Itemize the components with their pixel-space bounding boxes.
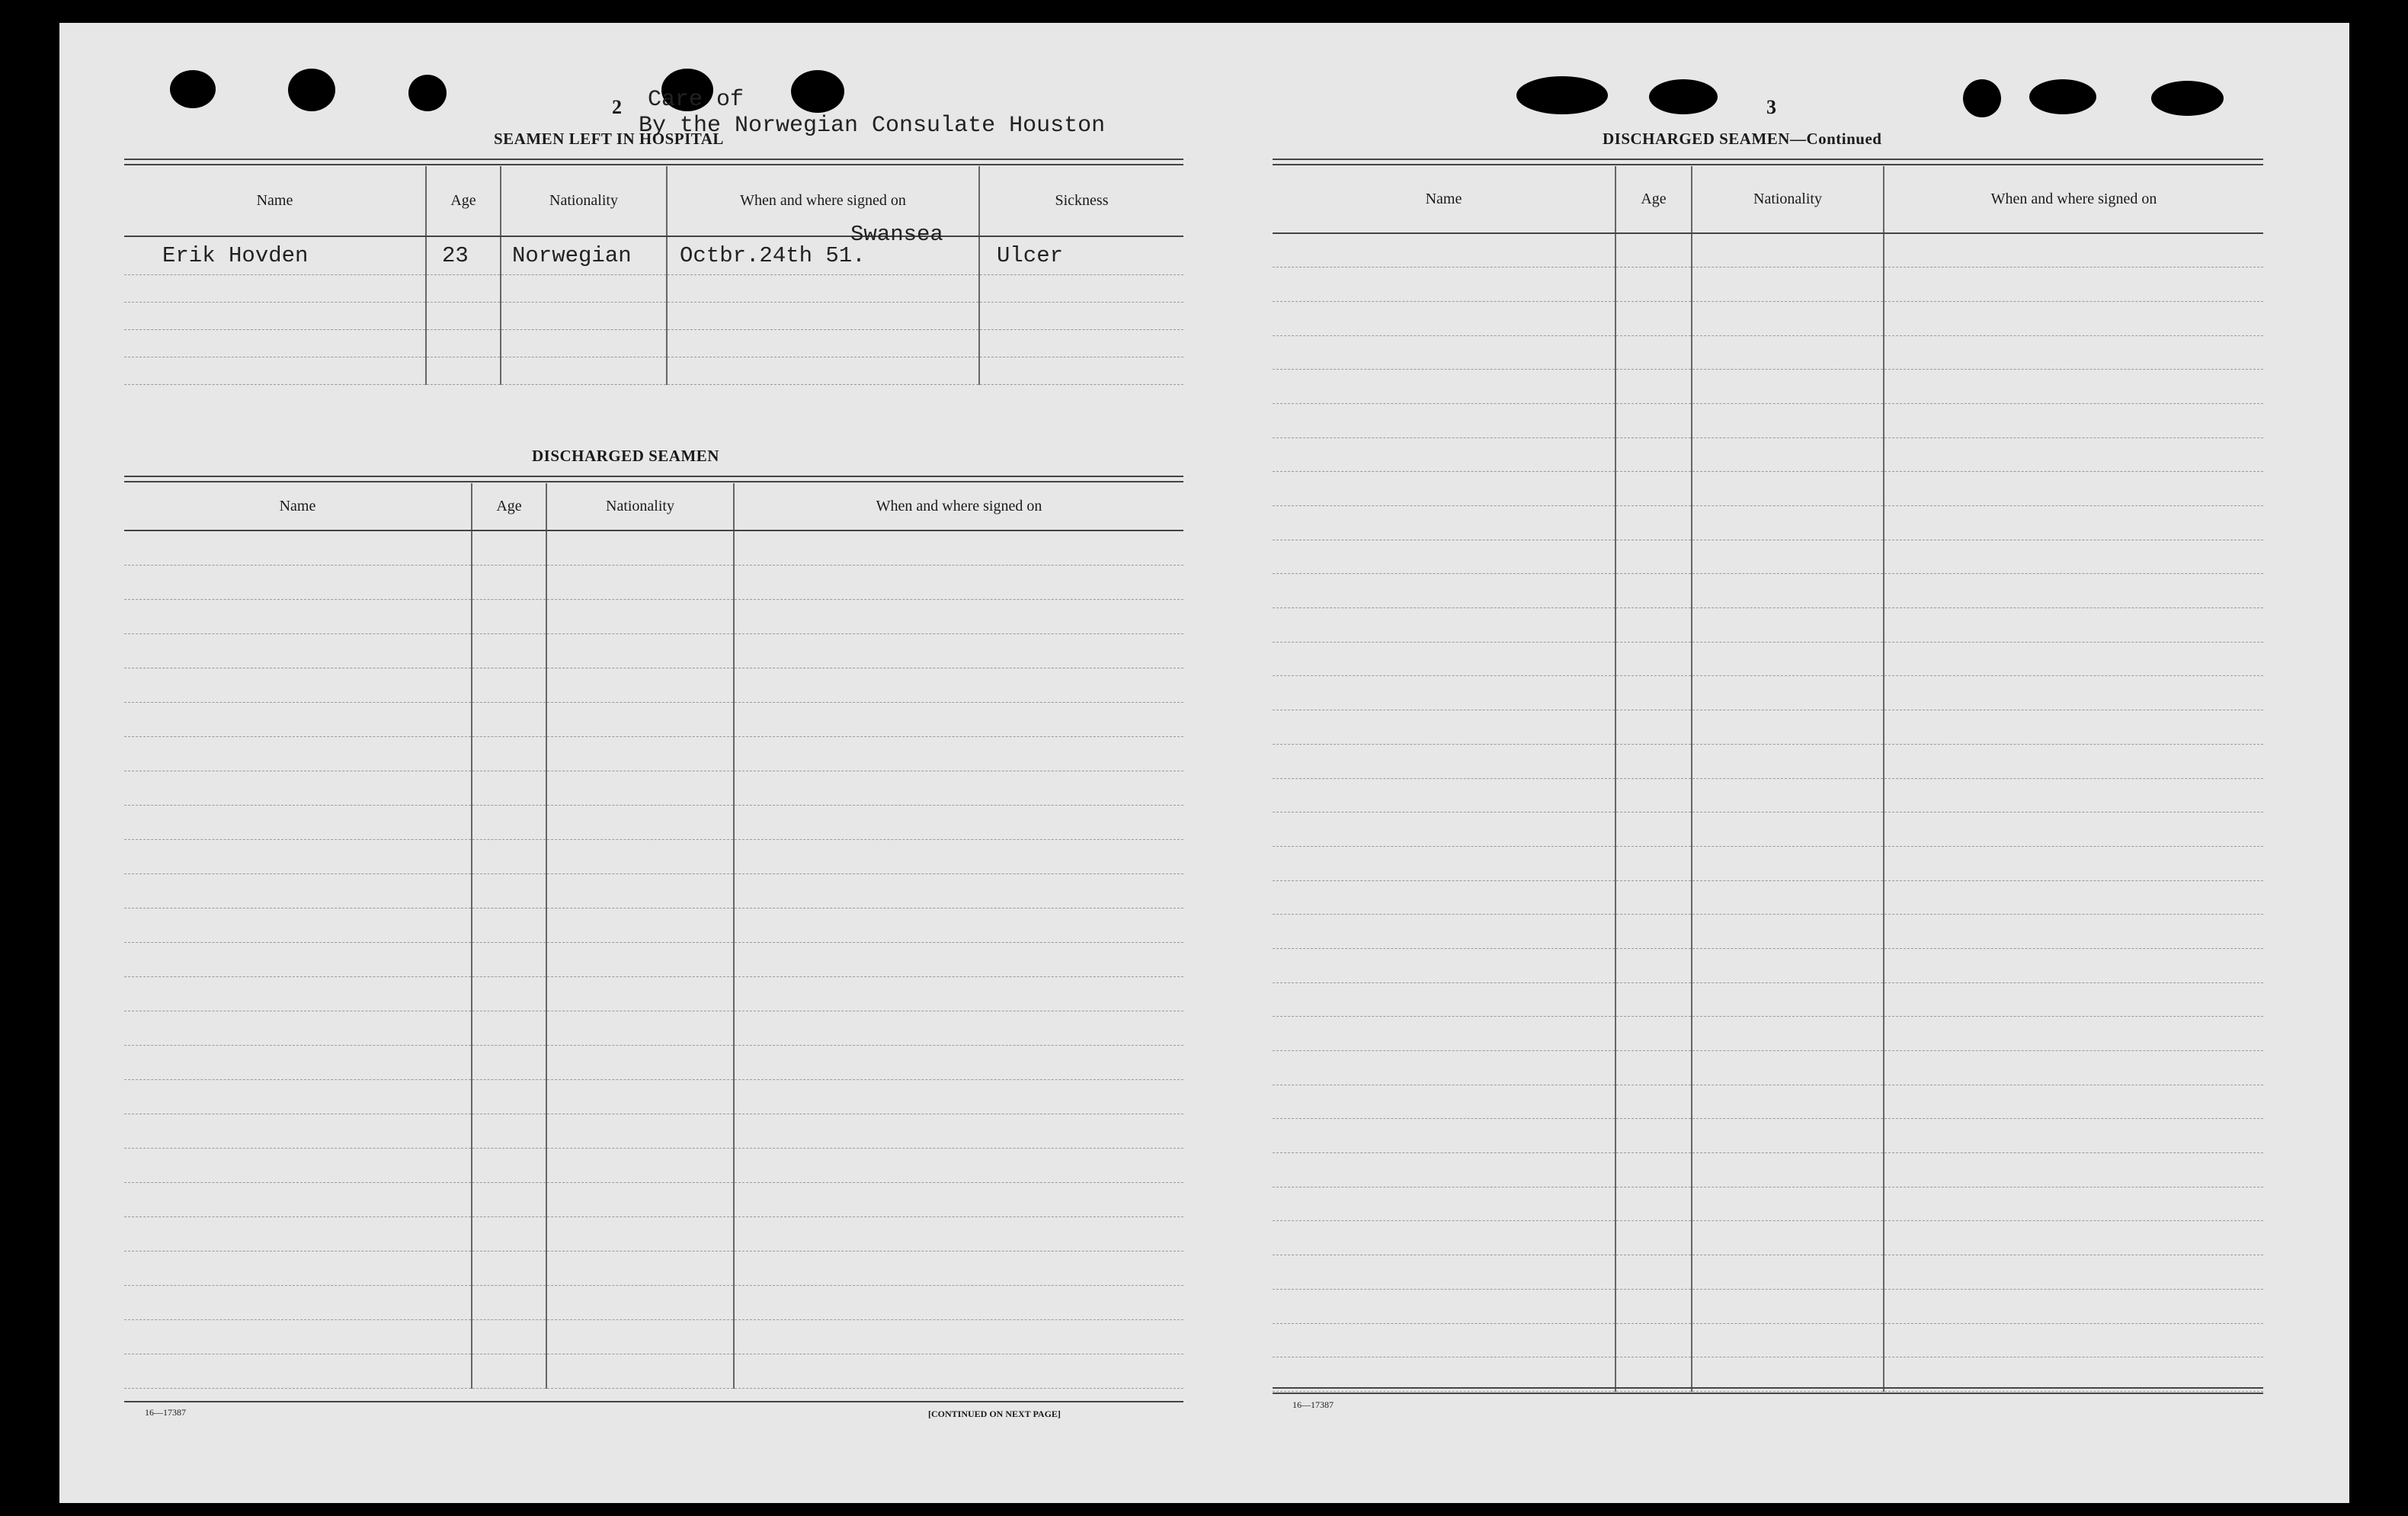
document-sheet: [59, 23, 2349, 1503]
table-row: [124, 274, 1183, 302]
hospital-section-title: SEAMEN LEFT IN HOSPITAL: [494, 130, 724, 148]
column-header: Sickness: [979, 166, 1183, 236]
right-page-number: 3: [1766, 96, 1776, 118]
table-row: [124, 805, 1183, 839]
table-row: [1273, 1323, 2263, 1357]
column-header: When and where signed on: [1884, 166, 2263, 233]
table-row: [1273, 1289, 2263, 1323]
signed-on-date: Octbr.24th 51.: [680, 242, 866, 268]
punch-hole: [1516, 76, 1608, 114]
table-row: [1273, 608, 2263, 643]
table-row: [1273, 642, 2263, 676]
table-row: [124, 736, 1183, 771]
table-row: [1273, 301, 2263, 335]
table-row: [124, 1216, 1183, 1251]
table-row: [1273, 1153, 2263, 1187]
table-row: [124, 1011, 1183, 1045]
table-row: [1273, 1085, 2263, 1119]
seaman-name: Erik Hovden: [124, 236, 426, 274]
table-row: [124, 873, 1183, 908]
table-row: [124, 302, 1183, 329]
rule-line: [1273, 1393, 2263, 1394]
punch-hole: [2029, 79, 2096, 114]
table-row: [1273, 574, 2263, 608]
rule-line: [1273, 1387, 2263, 1389]
column-header: Name: [124, 166, 426, 236]
table-row: [124, 1045, 1183, 1079]
table-row: [124, 1114, 1183, 1148]
table-row: [124, 633, 1183, 668]
table-row: [1273, 710, 2263, 745]
table-row: [1273, 915, 2263, 949]
column-header: When and where signed on: [734, 483, 1183, 530]
table-row: [1273, 846, 2263, 880]
rule-line: [124, 1401, 1183, 1402]
consulate-note: By the Norwegian Consulate Houston: [639, 113, 1106, 139]
table-row: [1273, 540, 2263, 574]
table-row: [124, 908, 1183, 942]
table-row: [1273, 268, 2263, 302]
discharged-continued-title: DISCHARGED SEAMEN—Continued: [1603, 130, 1882, 148]
table-row: [124, 1079, 1183, 1114]
right-form-number: 16—17387: [1292, 1399, 1334, 1410]
table-row: [1273, 472, 2263, 506]
column-header: Name: [1273, 166, 1615, 233]
table-row: [124, 839, 1183, 873]
column-header: Nationality: [501, 166, 667, 236]
table-row: [1273, 403, 2263, 437]
column-header: Name: [124, 483, 472, 530]
punch-hole: [791, 70, 844, 113]
table-row: [124, 329, 1183, 357]
table-row: [1273, 982, 2263, 1017]
table-row: [124, 976, 1183, 1011]
seaman-sickness: Ulcer: [979, 236, 1183, 274]
table-row: [1273, 1221, 2263, 1255]
table-row: [1273, 1119, 2263, 1153]
table-row: [1273, 812, 2263, 847]
table-row: [1273, 778, 2263, 812]
continued-note: [CONTINUED ON NEXT PAGE]: [928, 1409, 1061, 1419]
column-header: Age: [1615, 166, 1692, 233]
handwritten-note: Care of: [648, 87, 744, 113]
punch-hole: [1963, 79, 2001, 117]
rule-line: [1273, 159, 2263, 160]
punch-hole: [170, 70, 216, 108]
signed-on-cell: [667, 222, 979, 274]
rule-line: [124, 164, 1183, 165]
signed-on-place: Swansea: [850, 222, 943, 247]
punch-hole: [408, 75, 447, 111]
table-row: [1273, 1357, 2263, 1392]
rule-line: [1273, 164, 2263, 165]
column-header: Age: [426, 166, 501, 236]
table-row: [124, 1182, 1183, 1216]
left-page-number: 2: [612, 96, 622, 118]
table-row: [1273, 880, 2263, 915]
table-row: [1273, 1255, 2263, 1290]
table-row: [124, 668, 1183, 702]
table-row: [124, 530, 1183, 565]
punch-hole: [288, 69, 335, 111]
table-row: [124, 1148, 1183, 1182]
table-row: [124, 1285, 1183, 1319]
column-header: When and where signed on: [667, 166, 979, 236]
column-header: Nationality: [546, 483, 734, 530]
table-row: [124, 236, 1183, 274]
seaman-nationality: Norwegian: [501, 236, 667, 274]
discharged-table-right: [1273, 166, 2263, 1392]
table-row: [124, 1319, 1183, 1354]
table-row: [1273, 1051, 2263, 1085]
table-row: [124, 357, 1183, 384]
seaman-age: 23: [426, 236, 501, 274]
table-row: [1273, 437, 2263, 472]
table-row: [124, 1354, 1183, 1388]
punch-hole: [2151, 81, 2224, 116]
rule-line: [124, 159, 1183, 160]
discharged-table-left: [124, 483, 1183, 1389]
rule-line: [124, 481, 1183, 482]
table-row: [1273, 506, 2263, 540]
table-row: [1273, 1187, 2263, 1221]
table-row: [124, 565, 1183, 599]
table-row: [124, 599, 1183, 633]
table-row: [124, 1251, 1183, 1285]
punch-hole: [1649, 79, 1718, 114]
table-row: [1273, 1017, 2263, 1051]
column-header: Nationality: [1692, 166, 1884, 233]
rule-line: [124, 476, 1183, 477]
table-row: [1273, 948, 2263, 982]
table-row: [124, 771, 1183, 805]
table-row: [1273, 370, 2263, 404]
table-row: [1273, 335, 2263, 370]
discharged-section-title: DISCHARGED SEAMEN: [532, 447, 719, 465]
table-row: [1273, 744, 2263, 778]
column-header: Age: [472, 483, 546, 530]
table-row: [124, 942, 1183, 976]
table-row: [1273, 676, 2263, 710]
table-row: [124, 702, 1183, 736]
table-row: [1273, 233, 2263, 268]
left-form-number: 16—17387: [145, 1407, 186, 1418]
hospital-table: [124, 166, 1183, 385]
